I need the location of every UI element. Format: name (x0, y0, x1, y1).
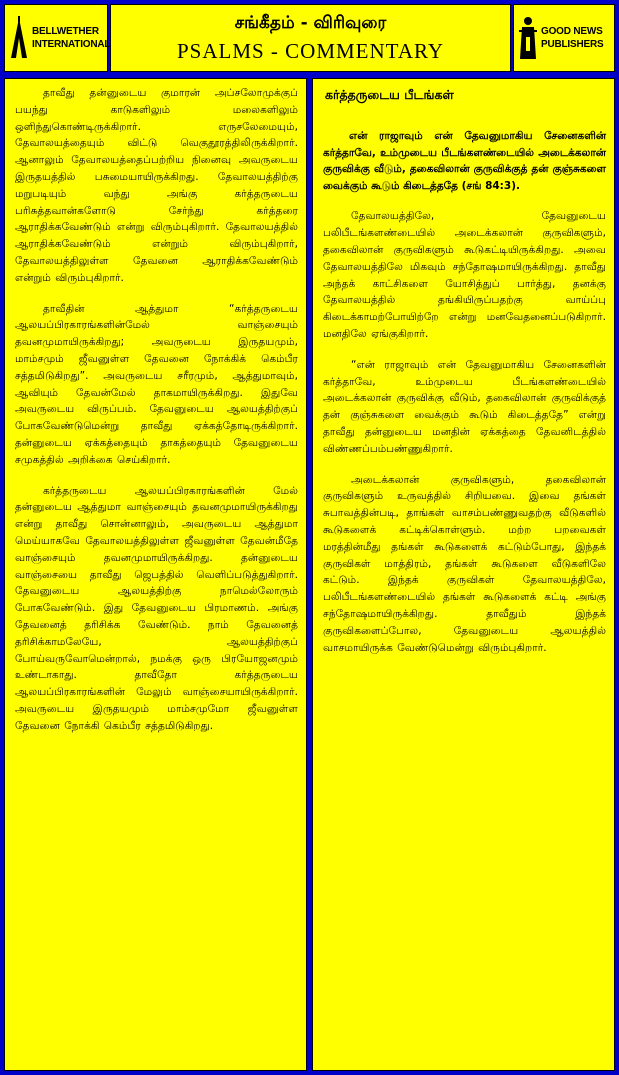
figure-icon (518, 15, 538, 61)
logo-right-line1: GOOD NEWS (541, 26, 603, 37)
logo-left-line1: BELLWETHER (32, 26, 99, 37)
left-paragraph-2: தாவீதின் ஆத்துமா “கர்த்தருடைய ஆலயப்பிரகாரங்களின்மேல் வாஞ்சையும் தவனமுமாயிருக்கிறது; அவருடைய இருதயமும், மாம்சமும் ஜீவனுள்ள தேவனை நோக்கிக் கெம்பீர சத்தமிடுகிறது”. அவருடைய சரீரமும், ஆத்துமாவும், ஆவியும் தேவன்மேல் தாகமாயிருக்கிறது. இதுவே அவருடைய விருப்பம். தேவனுடைய ஆலயத்திற்குப் போகவேண்டுமென்று தாவீது ஏக்கத்தோடிருக்கிறார். தன்னுடைய ஏக்கத்தையும் தாகத்தையும் தேவனுடைய சமுகத்தில் அறிக்கை செய்கிறார். (15, 302, 298, 466)
section-heading: கர்த்தருடைய பீடங்கள் (325, 87, 454, 102)
right-column (312, 78, 615, 1071)
right-paragraph-2: “என் ராஜாவும் என் தேவனுமாகிய சேனைகளின் கர்த்தாவே, உம்முடைய பீடங்களண்டையில் அடைக்கலான் குருவிக்கு வீடும், தகைவிலான் குருவிக்குத் தன் குஞ்சுகளை வைக்கும் கூடும் கிடைத்ததே” என்று தாவீது தன்னுடைய மனதின் ஏக்கத்தை தேவனிடத்தில் விண்ணப்பம்பண்ணுகிறார். (323, 358, 606, 455)
logo-right-line2: PUBLISHERS (541, 39, 604, 50)
title-tamil: சங்கீதம் - விரிவுரை (234, 13, 387, 33)
right-paragraph-3: அடைக்கலான் குருவிகளும், தகைவிலான் குருவிகளும் உருவத்தில் சிறியவை. இவை தங்கள் சுபாவத்தின்படி, தாங்கள் வாசம்பண்ணுவதற்கு வீடுகளில் கூடுகளைக் கட்டிக்கொள்ளும். மற்ற பறவைகள் மரத்தின்மீது தங்கள் கூடுகளைக் கட்டும்போது, இந்தக் குருவிகள் மாத்திரம், தங்கள் கூடுகளை வீடுகளிலே கட்டும். இந்தக் குருவிகள் தேவாலயத்திலே, பலிபீடங்களண்டையில் தங்கள் கூடுகளைக் கட்டி அங்கு சந்தோஷமாயிருக்கிறது. தாவீதும் இந்தக் குருவிகளைப்போல, தேவனுடைய ஆலயத்தில் வாசமாயிருக்க வேண்டுமென்று விரும்புகிறார். (323, 473, 606, 654)
left-paragraph-1: தாவீது தன்னுடைய குமாரன் அப்சலோமுக்குப் பயந்து காடுகளிலும் மலைகளிலும் ஒளிந்துகொண்டிருக்கிறார். எருசலேமையும், தேவாலயத்தையும் விட்டு வெகுதூரத்திலிருக்கிறார். ஆனாலும் தேவாலயத்தைப்பற்றிய நினைவு அவருடைய இருதயத்தில் பசுமையாயிருக்கிறது. தேவாலயத்திற்கு மறுபடியும் வந்து அங்கு கர்த்தருடைய பரிசுத்தவான்களோடு சேர்ந்து கர்த்தரை ஆராதிக்கவேண்டும் என்று விரும்புகிறார். தேவாலயத்தில் ஆராதிக்கவேண்டும் என்றும் விரும்புகிறார், தேவாலயத்திலுள்ள தேவனை ஆராதிக்கவேண்டும் என்றும் விரும்புகிறார். (15, 87, 298, 284)
logo-left-line2: INTERNATIONAL (32, 39, 111, 50)
scripture-verse: என் ராஜாவும் என் தேவனுமாகிய சேனைகளின் கர்த்தாவே, உம்முடைய பீடங்களண்டையில் அடைக்கலான் குருவிக்கு வீடும், தகைவிலான் குருவிக்குத் தன் குஞ்சுகளை வைக்கும் கூடும் கிடைத்ததே (சங் 84:3). (323, 130, 606, 192)
page-header (110, 4, 511, 72)
good-news-logo (513, 4, 615, 72)
bellwether-logo (4, 4, 111, 72)
title-english: PSALMS - COMMENTARY (176, 39, 445, 63)
tent-icon (9, 16, 29, 60)
left-column (4, 78, 307, 1071)
left-paragraph-3: கர்த்தருடைய ஆலயப்பிரகாரங்களின் மேல் தன்னுடைய ஆத்துமா வாஞ்சையும் தவனமுமாயிருக்கிறது என்று தாவீது சொன்னாலும், அவருடைய ஆத்துமா மெய்யாகவே தேவாலயத்திலுள்ள ஜீவனுள்ள தேவன்மீதே வாஞ்சையும் தவனமுமாயிருக்கிறது. தன்னுடைய வாஞ்சையை தாவீது ஜெபத்தில் வெளிப்படுத்துகிறார். தேவனுடைய ஆலயத்திற்கு நாமெல்லோரும் போகவேண்டும். இது தேவனுடைய பிரமாணம். அங்கு தேவனைத் தரிசிக்க வேண்டும். நாம் தேவனைத் தரிசிக்காமலேயே, ஆலயத்திற்குப் போய்வருவோமென்றால், நமக்கு ஒரு பிரயோஜனமும் உண்டாகாது. தாவீதோ கர்த்தருடைய ஆலயப்பிரகாரங்களின் மேலும் வாஞ்சையாயிருக்கிறார். அவருடைய இருதயமும் மாம்சமுமோ ஜீவனுள்ள தேவனை நோக்கி கெம்பீர சத்தமிடுகிறது. (15, 484, 298, 732)
right-paragraph-1: தேவாலயத்திலே, தேவனுடைய பலிபீடங்களண்டையில் அடைக்கலான் குருவிகளும், தகைவிலான் குருவிகளும் கூடுகட்டியிருக்கிறது. அவை தேவாலயத்திலே மிகவும் சந்தோஷமாயிருக்கிறது. தாவீது அந்தக் காட்சிகளை யோசித்துப் பார்த்து, தனக்கு தேவாலயத்தில் தங்கியிருப்பதற்கு வாய்ப்பு கிடைக்காமற்போயிற்றே என்று மனவேதனைப்படுகிறார். மனதிலே ஏங்குகிறார். (323, 210, 606, 340)
